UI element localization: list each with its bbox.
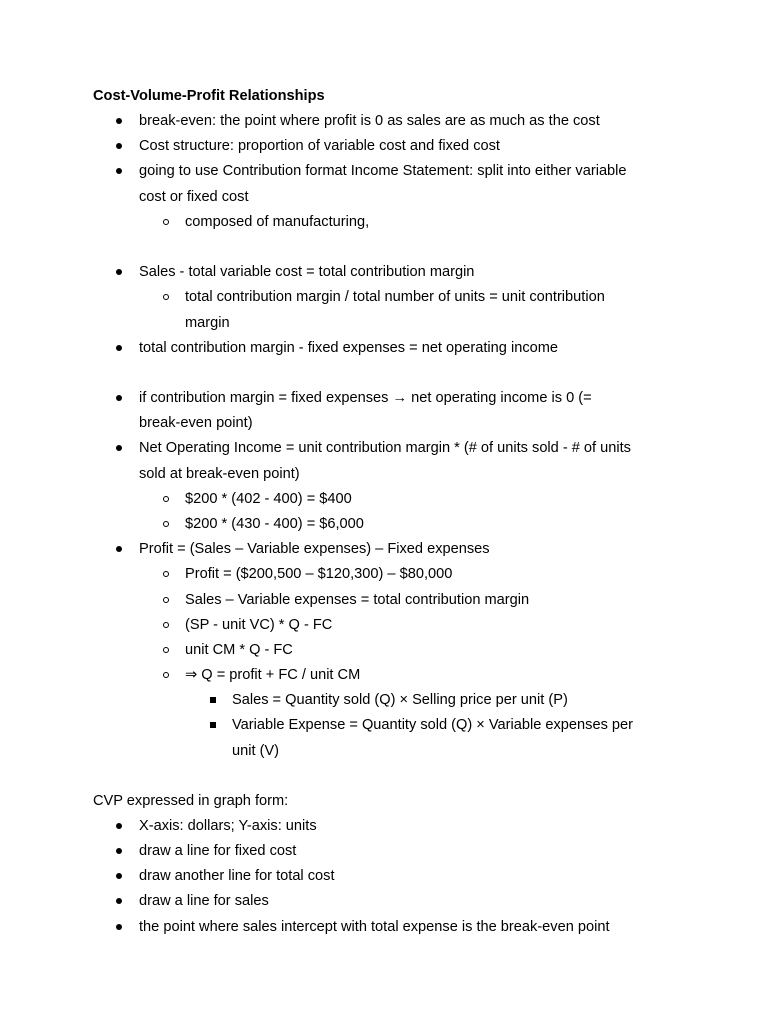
list-item: the point where sales intercept with total expense is the break-even point [139,919,610,935]
bullet-circle-icon [163,294,169,300]
bullet-disc-icon [116,898,122,904]
bullet-disc-icon [116,873,122,879]
bullet-disc-icon [116,143,122,149]
list-item-continuation: sold at break-even point) [139,466,300,482]
list-item: total contribution margin - fixed expenses = net operating income [139,340,559,356]
list-item: ⇒ Q = profit + FC / unit CM [185,667,361,683]
bullet-circle-icon [163,496,169,502]
list-item: $200 * (430 - 400) = $6,000 [185,516,364,532]
bullet-disc-icon [116,848,122,854]
section-heading: CVP expressed in graph form: [93,793,289,809]
bullet-disc-icon [116,395,122,401]
list-item: Profit = (Sales – Variable expenses) – Fixed expenses [139,541,490,557]
bullet-circle-icon [163,647,169,653]
list-item: break-even: the point where profit is 0 as sales are as much as the cost [139,113,600,129]
list-item-continuation: break-even point) [139,415,253,431]
list-item: Cost structure: proportion of variable cost and fixed cost [139,138,500,154]
bullet-disc-icon [116,445,122,451]
bullet-disc-icon [116,823,122,829]
list-item: Sales = Quantity sold (Q) × Selling price per unit (P) [232,692,568,708]
bullet-circle-icon [163,219,169,225]
list-item: X-axis: dollars; Y-axis: units [139,818,317,834]
bullet-disc-icon [116,118,122,124]
bullet-circle-icon [163,622,169,628]
bullet-disc-icon [116,168,122,174]
list-item: if contribution margin = fixed expenses → net operating income is 0 (= [139,390,592,406]
list-item: draw a line for fixed cost [139,843,297,859]
list-item: (SP - unit VC) * Q - FC [185,617,333,633]
page-title: Cost-Volume-Profit Relationships [93,88,325,104]
list-item: total contribution margin / total number of units = unit contribution [185,289,605,305]
list-item: composed of manufacturing, [185,214,370,230]
list-item: unit CM * Q - FC [185,642,293,658]
bullet-disc-icon [116,924,122,930]
bullet-disc-icon [116,546,122,552]
list-item: Net Operating Income = unit contribution margin * (# of units sold - # of units [139,440,631,456]
list-item: $200 * (402 - 400) = $400 [185,491,352,507]
list-item-continuation: unit (V) [232,743,280,759]
list-item: draw another line for total cost [139,868,335,884]
list-item: Sales – Variable expenses = total contribution margin [185,592,530,608]
list-item-continuation: margin [185,315,230,331]
list-item: Variable Expense = Quantity sold (Q) × Variable expenses per [232,717,634,733]
list-item: Sales - total variable cost = total contribution margin [139,264,475,280]
bullet-circle-icon [163,571,169,577]
bullet-circle-icon [163,597,169,603]
bullet-circle-icon [163,521,169,527]
list-item: Profit = ($200,500 – $120,300) – $80,000 [185,566,453,582]
list-item: going to use Contribution format Income Statement: split into either variable [139,163,627,179]
list-item: draw a line for sales [139,893,269,909]
bullet-circle-icon [163,672,169,678]
bullet-disc-icon [116,345,122,351]
bullet-square-icon [210,722,216,728]
list-item-continuation: cost or fixed cost [139,189,249,205]
bullet-disc-icon [116,269,122,275]
bullet-square-icon [210,697,216,703]
